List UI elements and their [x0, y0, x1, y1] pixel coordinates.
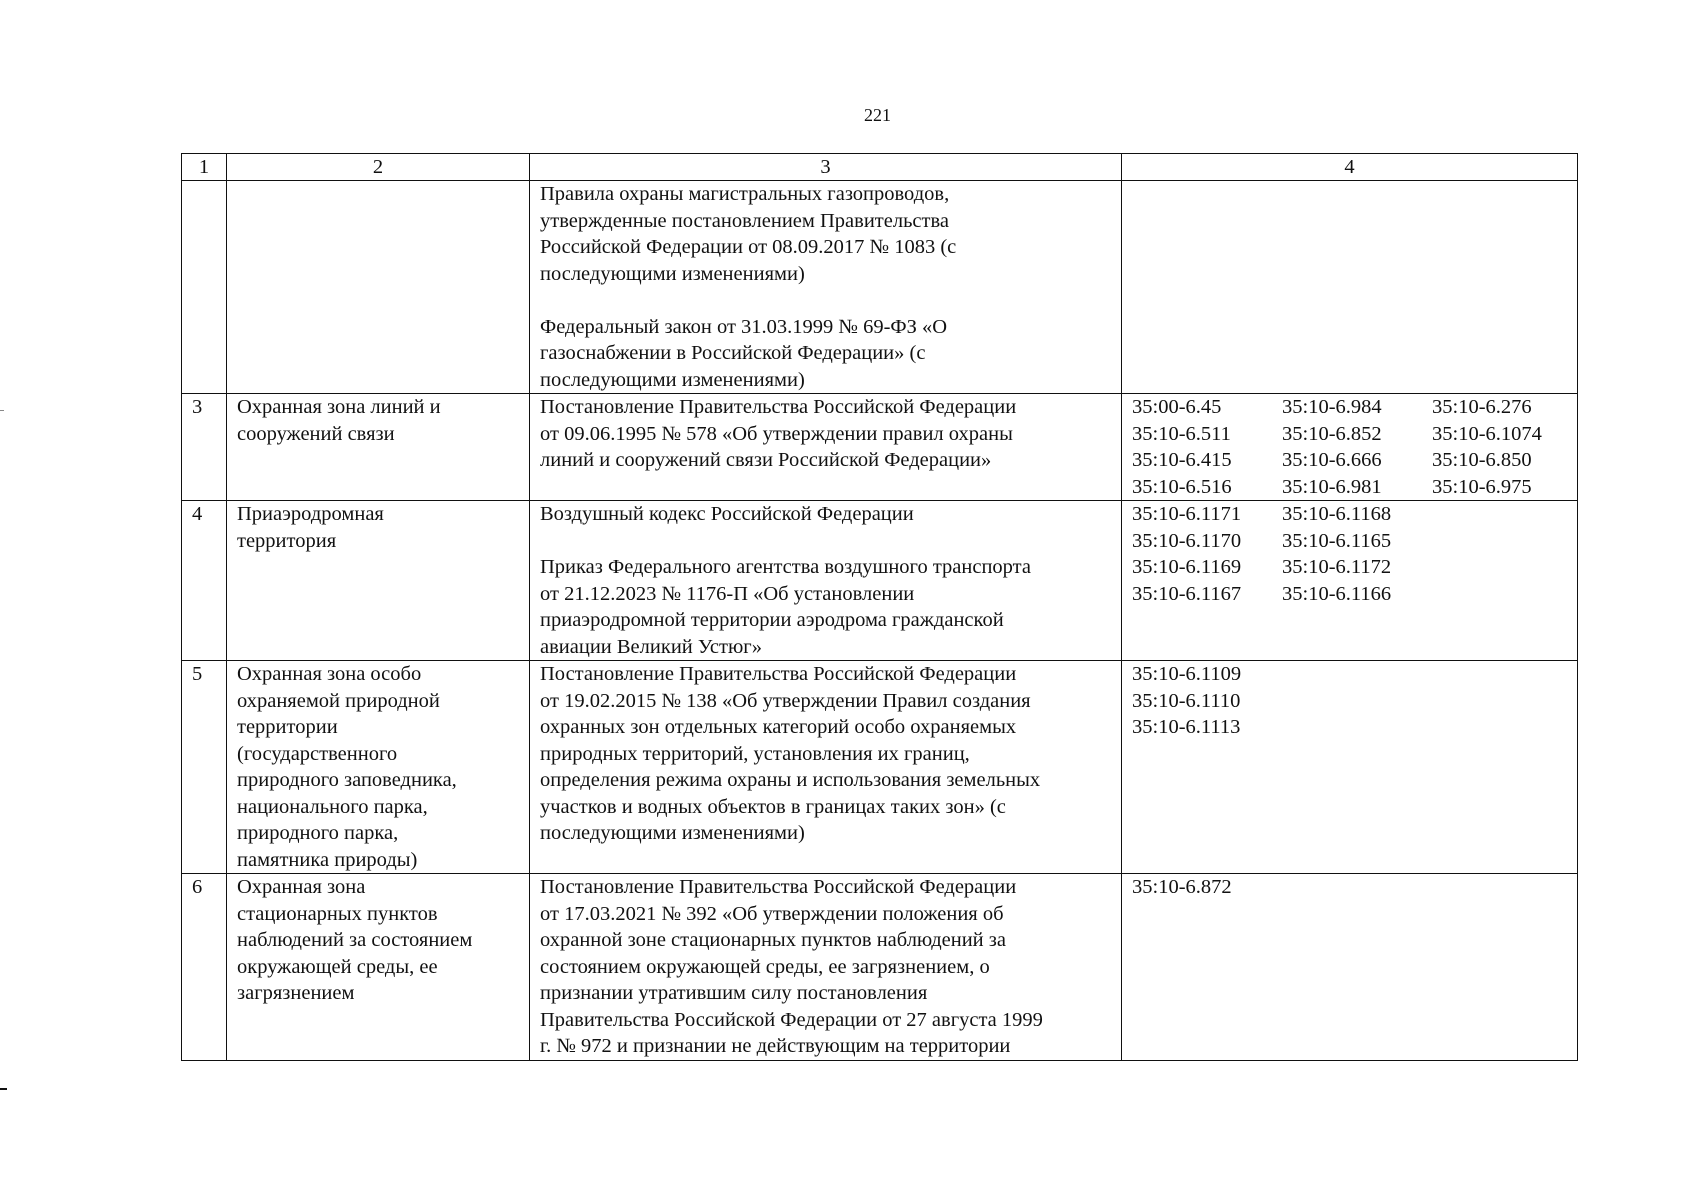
header-col-3: 3	[530, 154, 1122, 181]
registry-code: 35:10-6.1074	[1432, 422, 1542, 445]
registry-code	[1432, 554, 1582, 581]
zone-name: Охранная зона стационарных пунктов наблюдений за состоянием окружающей среды, ее загрязнением	[237, 876, 473, 1004]
registry-code: 35:10-6.975	[1432, 475, 1532, 498]
legal-doc-text: Правила охраны магистральных газопроводов, утвержденные постановлением Правительства Российской Федерации от 08.09.2017 № 1083 (с последующими изменениями)	[540, 183, 957, 285]
legal-doc-text: Постановление Правительства Российской Федерации от 17.03.2021 № 392 «Об утверждении положения об охранной зоне стационарных пунктов наблюдений за состоянием окружающей среды, ее загрязнением, о признании утратившим силу постановления Правительства Российской Федерации от 27 августа 1999 г. № 972 и признании не действующим на территории	[540, 876, 1043, 1057]
registry-code: 35:10-6.1169	[1132, 556, 1242, 578]
registry-code: 35:00-6.45	[1132, 396, 1222, 418]
registry-code: 35:10-6.1170	[1132, 529, 1242, 552]
registry-code: 35:10-6.1110	[1132, 689, 1241, 712]
registry-codes-cell	[1122, 661, 1578, 874]
row-number: 6	[182, 874, 227, 1061]
registry-code	[1432, 714, 1582, 741]
registry-code: 35:10-6.1109	[1132, 663, 1242, 685]
registry-code	[1432, 528, 1582, 555]
legal-docs-cell	[530, 501, 1122, 661]
registry-code	[1282, 661, 1432, 688]
table-row	[182, 394, 1578, 501]
regulation-table	[181, 153, 1578, 1061]
page-number: 221	[864, 105, 891, 125]
legal-doc-text: Постановление Правительства Российской Федерации от 09.06.1995 № 578 «Об утверждении правил охраны линий и сооружений связи Российской Федерации»	[540, 396, 1017, 471]
registry-code	[1432, 874, 1582, 901]
registry-codes-grid	[1132, 661, 1567, 741]
registry-code	[1282, 714, 1432, 741]
registry-code: 35:10-6.666	[1282, 449, 1382, 471]
registry-code: 35:10-6.984	[1282, 396, 1382, 418]
legal-doc-text: Воздушный кодекс Российской Федерации	[540, 503, 914, 525]
registry-code: 35:10-6.1171	[1132, 503, 1242, 525]
row-number: 4	[182, 501, 227, 661]
legal-docs-cell	[530, 181, 1122, 394]
table-row	[182, 181, 1578, 394]
registry-code	[1282, 874, 1432, 901]
legal-docs-cell	[530, 661, 1122, 874]
zone-name-cell	[227, 501, 530, 661]
registry-code: 35:10-6.1167	[1132, 582, 1242, 605]
registry-code: 35:10-6.1168	[1282, 503, 1392, 525]
registry-code: 35:10-6.1113	[1132, 716, 1241, 738]
zone-name-cell	[227, 661, 530, 874]
registry-codes-cell	[1122, 874, 1578, 1061]
table-row	[182, 661, 1578, 874]
registry-codes-cell	[1122, 181, 1578, 394]
zone-name-cell	[227, 181, 530, 394]
row-number: 3	[182, 394, 227, 501]
registry-code	[1432, 688, 1582, 715]
row-number: 5	[182, 661, 227, 874]
registry-codes-cell	[1122, 394, 1578, 501]
registry-code: 35:10-6.872	[1132, 876, 1232, 898]
table-row	[182, 874, 1578, 1061]
registry-code	[1432, 501, 1582, 528]
header-col-1: 1	[182, 154, 227, 181]
table-header-row	[182, 154, 1578, 181]
registry-codes-cell	[1122, 501, 1578, 661]
legal-doc-text: Постановление Правительства Российской Федерации от 19.02.2015 № 138 «Об утверждении Правил создания охранных зон отдельных категорий особо охраняемых природных территорий, установления их границ, определения режима охраны и использования земельных участков и водных объектов в границах таких зон» (с последующими изменениями)	[540, 663, 1041, 844]
registry-code: 35:10-6.511	[1132, 422, 1231, 445]
zone-name-cell	[227, 874, 530, 1061]
zone-name: Охранная зона линий и сооружений связи	[237, 396, 441, 445]
margin-mark	[0, 1088, 7, 1090]
zone-name: Охранная зона особо охраняемой природной территории (государственного природного заповедника, национального парка, природного парка, памятника природы)	[237, 663, 457, 871]
header-col-4: 4	[1122, 154, 1578, 181]
registry-code: 35:10-6.852	[1282, 422, 1382, 445]
registry-code: 35:10-6.981	[1282, 475, 1382, 498]
registry-codes-grid	[1132, 501, 1567, 607]
registry-code: 35:10-6.1172	[1282, 556, 1392, 578]
registry-codes-grid	[1132, 394, 1567, 500]
table-body	[182, 181, 1578, 1061]
legal-docs-cell	[530, 394, 1122, 501]
header-col-2: 2	[227, 154, 530, 181]
registry-code: 35:10-6.1165	[1282, 529, 1392, 552]
registry-codes-grid	[1132, 874, 1567, 901]
legal-doc-text: Федеральный закон от 31.03.1999 № 69-ФЗ «О газоснабжении в Российской Федерации» (с последующими изменениями)	[540, 315, 948, 391]
legal-docs-cell	[530, 874, 1122, 1061]
legal-doc-text: Приказ Федерального агентства воздушного транспорта от 21.12.2023 № 1176-П «Об установлении приаэродромной территории аэродрома гражданской авиации Великий Устюг»	[540, 556, 1031, 658]
row-number	[182, 181, 227, 394]
registry-code: 35:10-6.276	[1432, 396, 1532, 418]
margin-dot	[0, 410, 4, 411]
registry-code: 35:10-6.516	[1132, 475, 1232, 498]
registry-code	[1432, 581, 1582, 608]
zone-name: Приаэродромная территория	[237, 503, 384, 552]
table-row	[182, 501, 1578, 661]
zone-name-cell	[227, 394, 530, 501]
registry-code	[1282, 688, 1432, 715]
registry-code: 35:10-6.415	[1132, 449, 1232, 471]
registry-code	[1432, 661, 1582, 688]
registry-code: 35:10-6.850	[1432, 449, 1532, 471]
registry-code: 35:10-6.1166	[1282, 582, 1392, 605]
